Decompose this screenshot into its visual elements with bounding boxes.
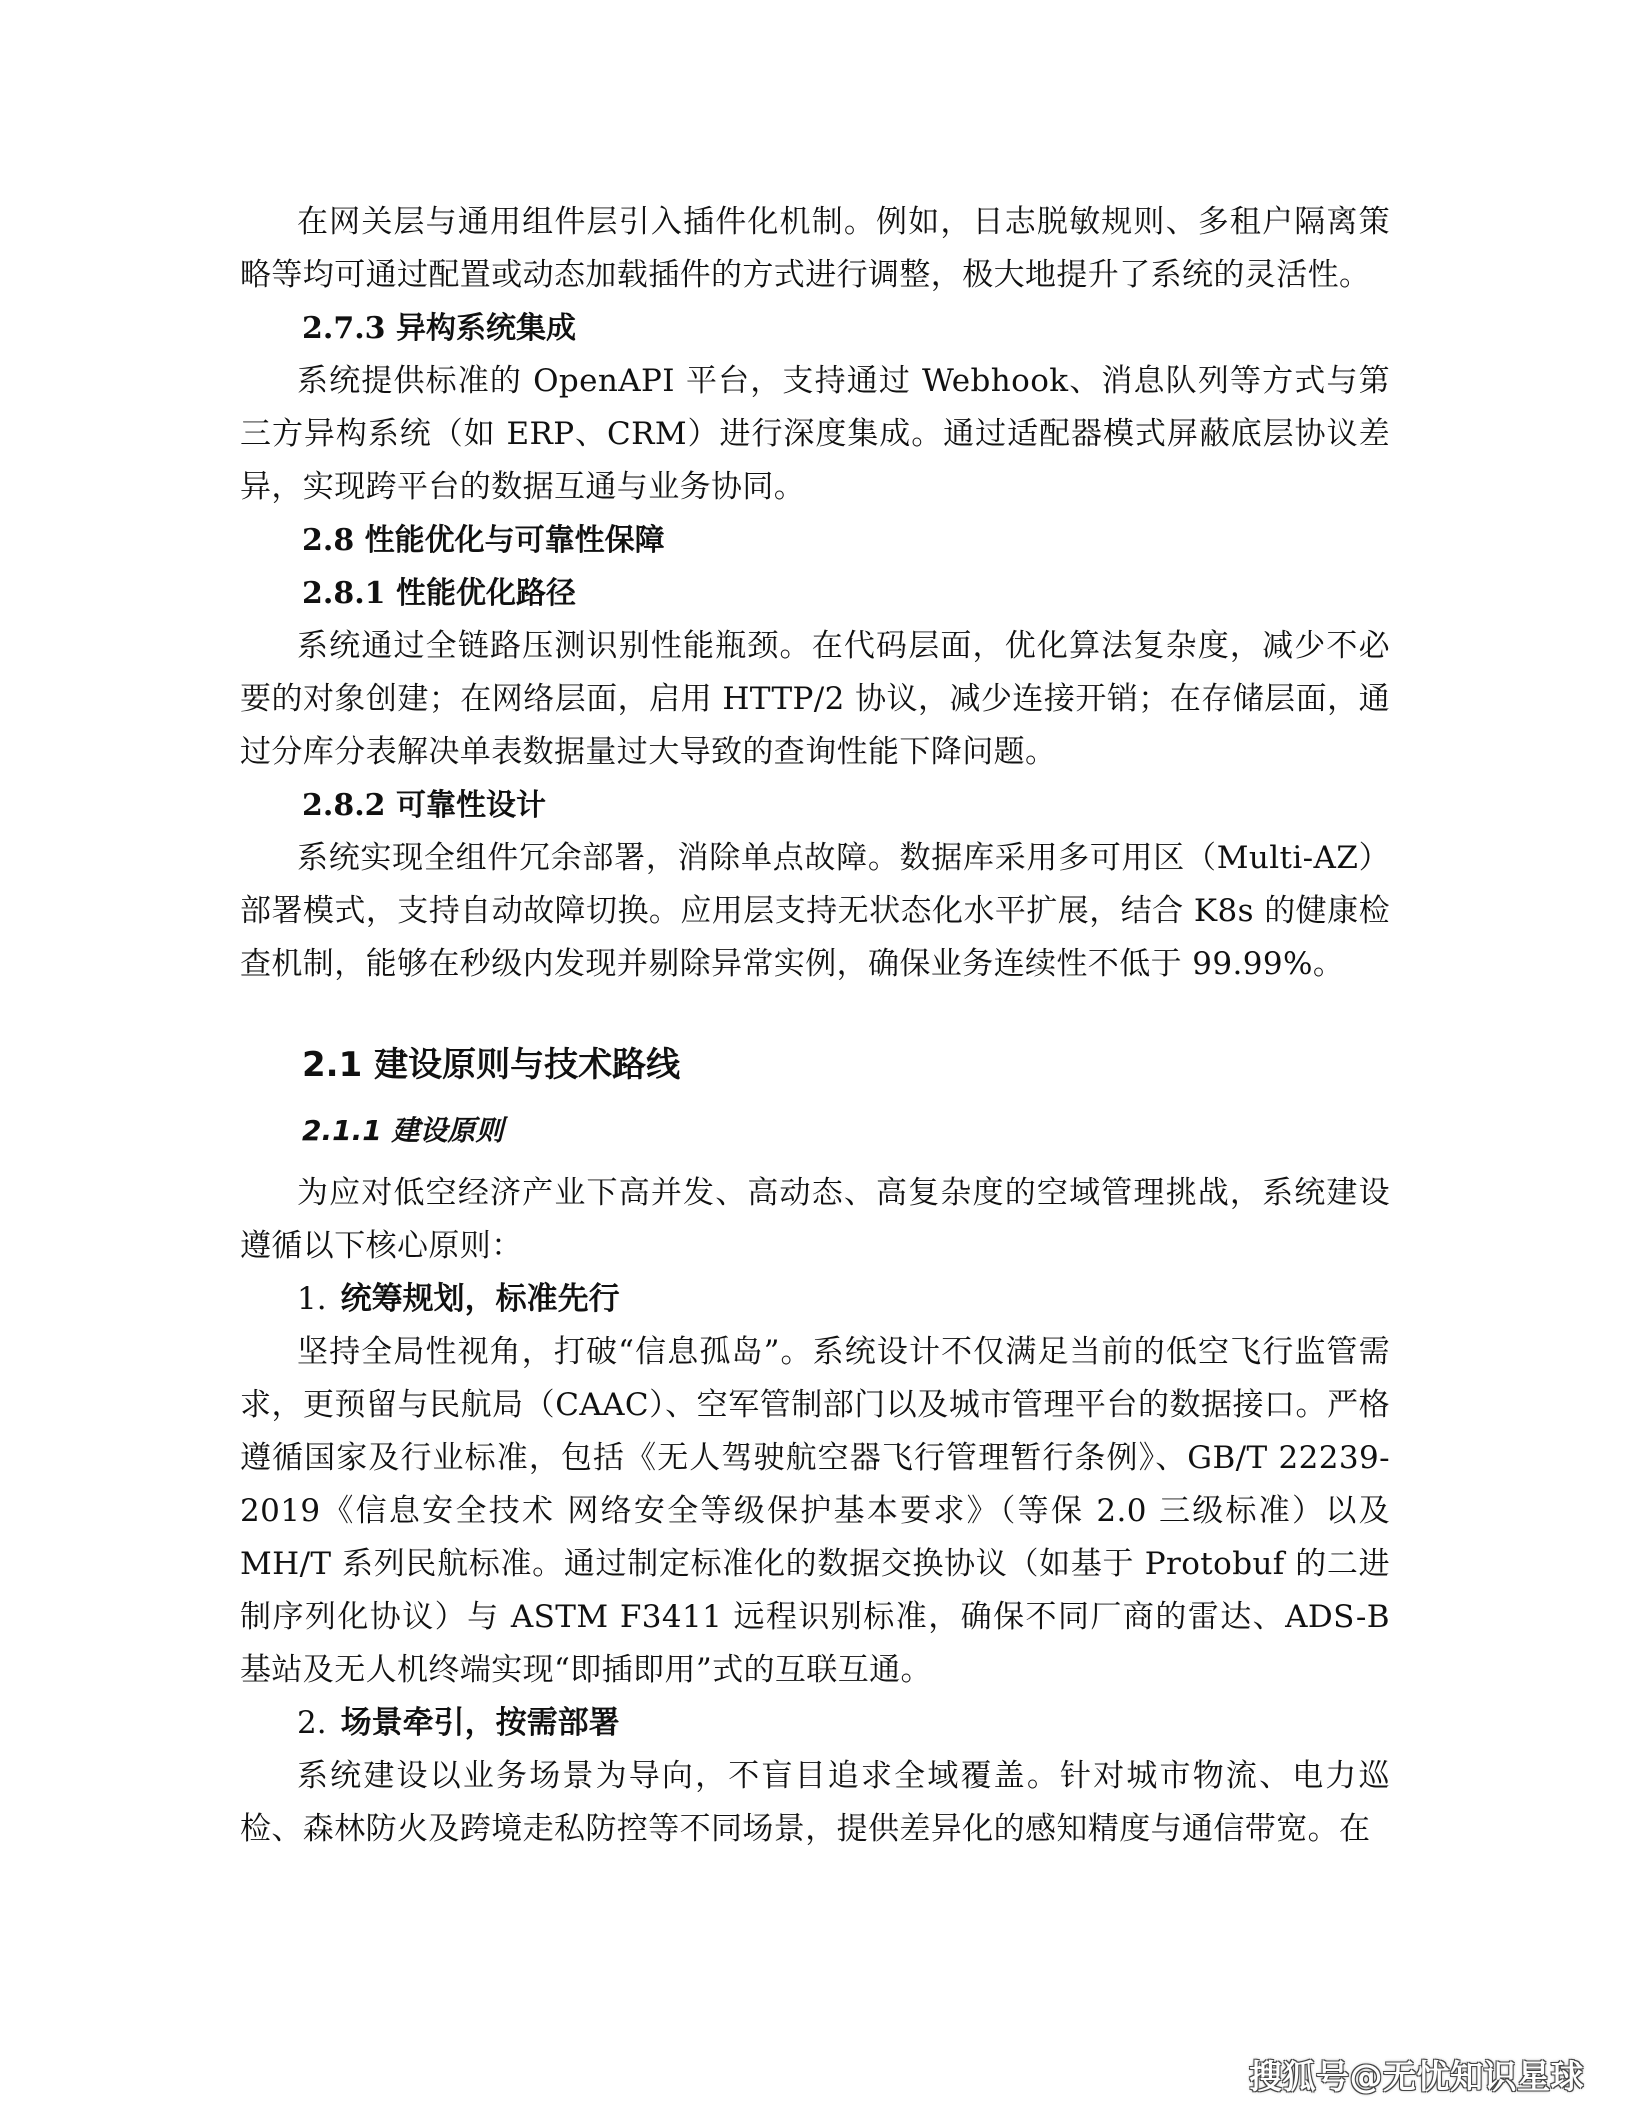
list-item-1-title: 统筹规划，标准先行 xyxy=(340,1281,620,1317)
paragraph-reliability-design: 系统实现全组件冗余部署，消除单点故障。数据库采用多可用区（Multi-AZ）部署模式，支持自动故障切换。应用层支持无状态化水平扩展，结合 K8s 的健康检查机制，能够在秒级内发现并剔除异常实例，确保业务连续性不低于 99.99%。 xyxy=(240,840,1390,982)
list-item-2-number: 2. xyxy=(297,1705,327,1741)
source-watermark: 搜狐号@无忧知识星球 xyxy=(1249,2057,1584,2096)
heading-2-8: 2.8 性能优化与可靠性保障 xyxy=(302,523,665,558)
heading-2-7-3: 2.7.3 异构系统集成 xyxy=(302,311,576,346)
paragraph-scenario-driven: 系统建设以业务场景为导向，不盲目追求全域覆盖。针对城市物流、电力巡检、森林防火及跨境走私防控等不同场景，提供差异化的感知精度与通信带宽。在 xyxy=(240,1758,1390,1847)
document-body xyxy=(240,196,1390,1856)
paragraph-plugin-mechanism: 在网关层与通用组件层引入插件化机制。例如，日志脱敏规则、多租户隔离策略等均可通过配置或动态加载插件的方式进行调整，极大地提升了系统的灵活性。 xyxy=(240,204,1390,293)
paragraph-core-principles-intro: 为应对低空经济产业下高并发、高动态、高复杂度的空域管理挑战，系统建设遵循以下核心原则： xyxy=(240,1175,1390,1264)
list-item-1-number: 1. xyxy=(297,1281,327,1317)
heading-2-1: 2.1 建设原则与技术路线 xyxy=(302,1045,681,1085)
heading-2-8-1: 2.8.1 性能优化路径 xyxy=(302,576,576,611)
list-item-2-heading xyxy=(240,1697,1390,1750)
list-item-1-heading xyxy=(240,1273,1390,1326)
paragraph-openapi-integration: 系统提供标准的 OpenAPI 平台，支持通过 Webhook、消息队列等方式与第三方异构系统（如 ERP、CRM）进行深度集成。通过适配器模式屏蔽底层协议差异，实现跨平台的数据互通与业务协同。 xyxy=(240,363,1390,505)
heading-2-1-1: 2.1.1 建设原则 xyxy=(302,1114,504,1147)
paragraph-performance-optimization: 系统通过全链路压测识别性能瓶颈。在代码层面，优化算法复杂度，减少不必要的对象创建；在网络层面，启用 HTTP/2 协议，减少连接开销；在存储层面，通过分库分表解决单表数据量过大导致的查询性能下降问题。 xyxy=(240,628,1390,770)
heading-2-8-2: 2.8.2 可靠性设计 xyxy=(302,788,546,823)
list-item-2-title: 场景牵引，按需部署 xyxy=(340,1705,620,1741)
paragraph-standards-first: 坚持全局性视角，打破“信息孤岛”。系统设计不仅满足当前的低空飞行监管需求，更预留与民航局（CAAC）、空军管制部门以及城市管理平台的数据接口。严格遵循国家及行业标准，包括《无人驾驶航空器飞行管理暂行条例》、GB/T 22239-2019《信息安全技术 网络安全等级保护基本要求》（等保 2.0 三级标准）以及 MH/T 系列民航标准。通过制定标准化的数据交换协议（如基于 Protobuf 的二进制序列化协议）与 ASTM F3411 远程识别标准，确保不同厂商的雷达、ADS-B 基站及无人机终端实现“即插即用”式的互联互通。 xyxy=(240,1334,1390,1688)
